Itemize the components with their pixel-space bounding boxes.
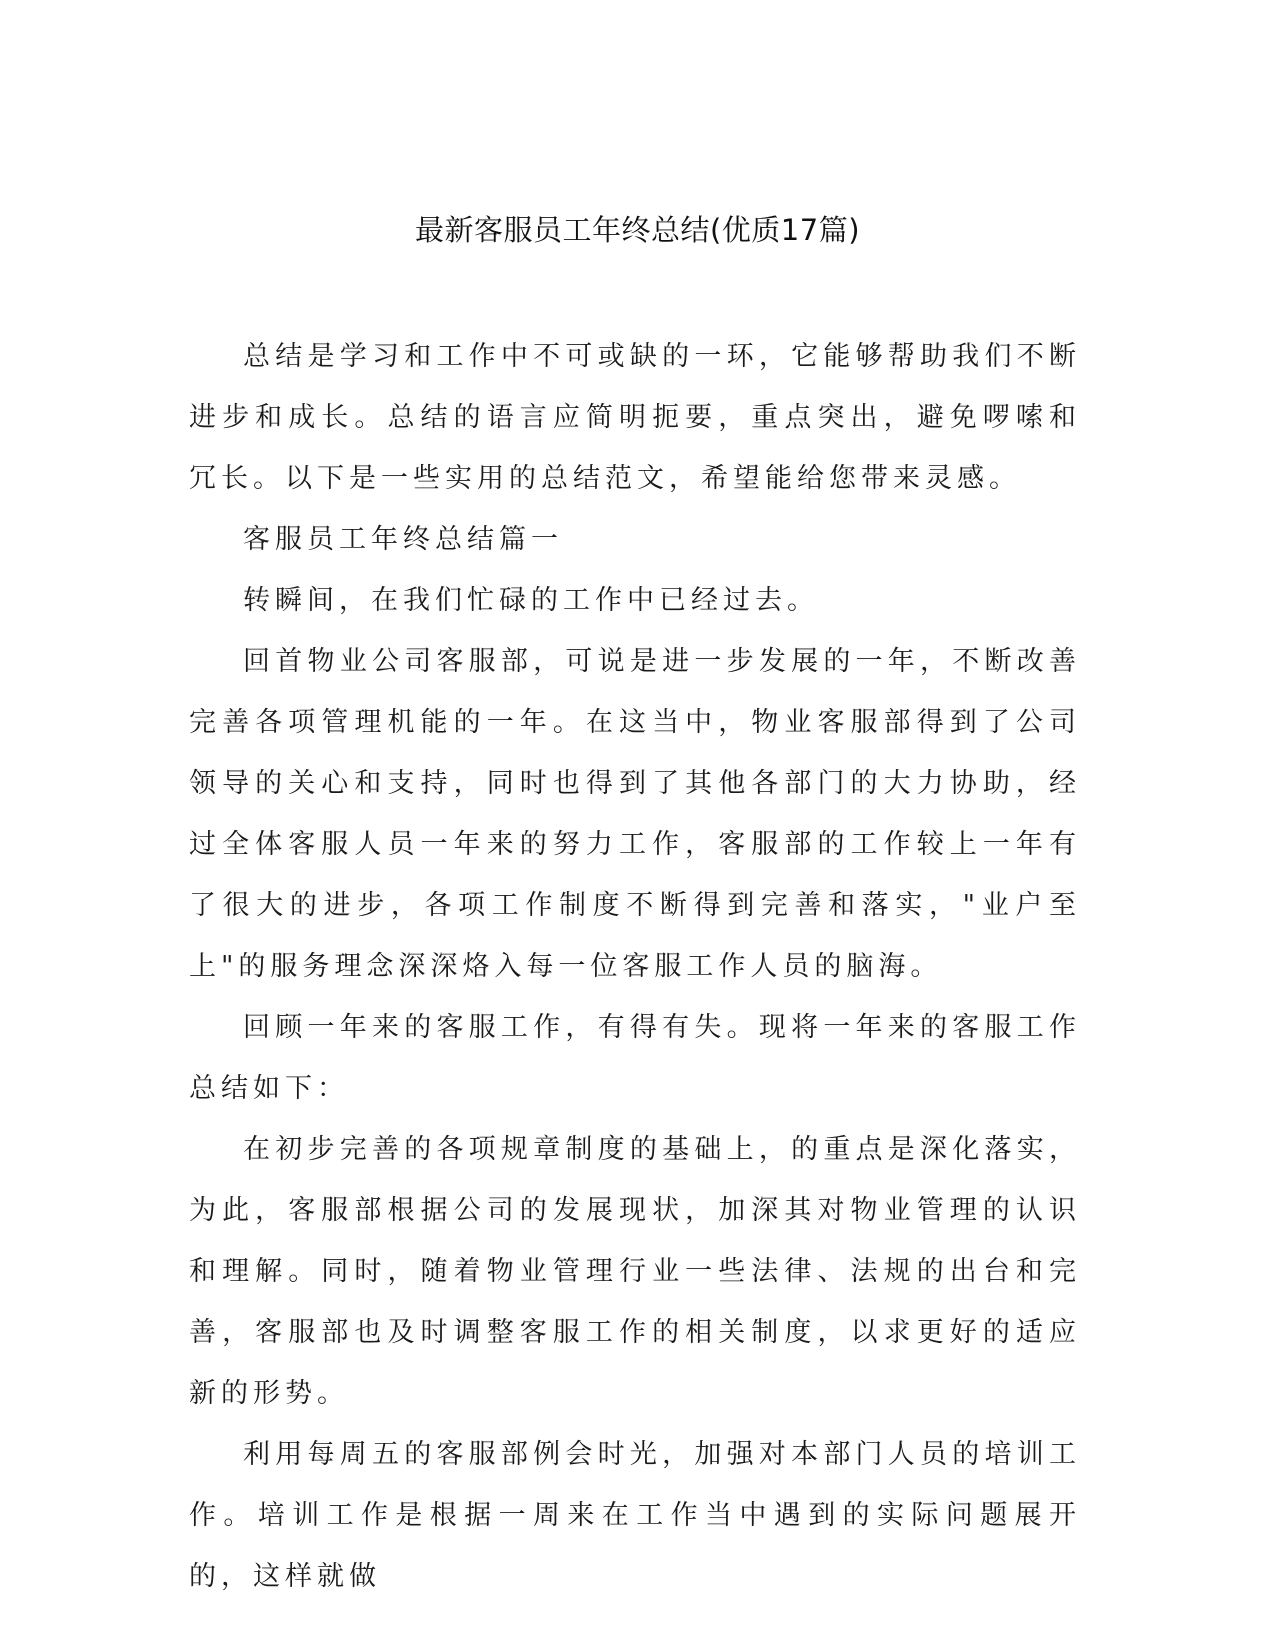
document-title: 最新客服员工年终总结(优质17篇) [414,213,861,247]
paragraph: 回首物业公司客服部，可说是进一步发展的一年，不断改善完善各项管理机能的一年。在这当中，物业客服部得到了公司领导的关心和支持，同时也得到了其他各部门的大力协助，经过全体客服人员一年来的努力工作，客服部的工作较上一年有了很大的进步，各项工作制度不断得到完善和落实，"业户至上"的服务理念深深烙入每一位客服工作人员的脑海。 [189,646,1081,982]
paragraph: 回顾一年来的客服工作，有得有失。现将一年来的客服工作总结如下： [189,1012,1081,1104]
paragraph: 转瞬间，在我们忙碌的工作中已经过去。 [243,585,819,616]
section-heading: 客服员工年终总结篇一 [243,524,563,555]
paragraph: 利用每周五的客服部例会时光，加强对本部门人员的培训工作。培训工作是根据一周来在工作当中遇到的实际问题展开的，这样就做 [189,1439,1081,1592]
paragraph-intro: 总结是学习和工作中不可或缺的一环，它能够帮助我们不断进步和成长。总结的语言应简明扼要，重点突出，避免啰嗦和冗长。以下是一些实用的总结范文，希望能给您带来灵感。 [189,341,1081,494]
paragraph: 在初步完善的各项规章制度的基础上，的重点是深化落实，为此，客服部根据公司的发展现状，加深其对物业管理的认识和理解。同时，随着物业管理行业一些法律、法规的出台和完善，客服部也及时调整客服工作的相关制度，以求更好的适应新的形势。 [189,1134,1081,1409]
document-body [189,326,1081,1607]
